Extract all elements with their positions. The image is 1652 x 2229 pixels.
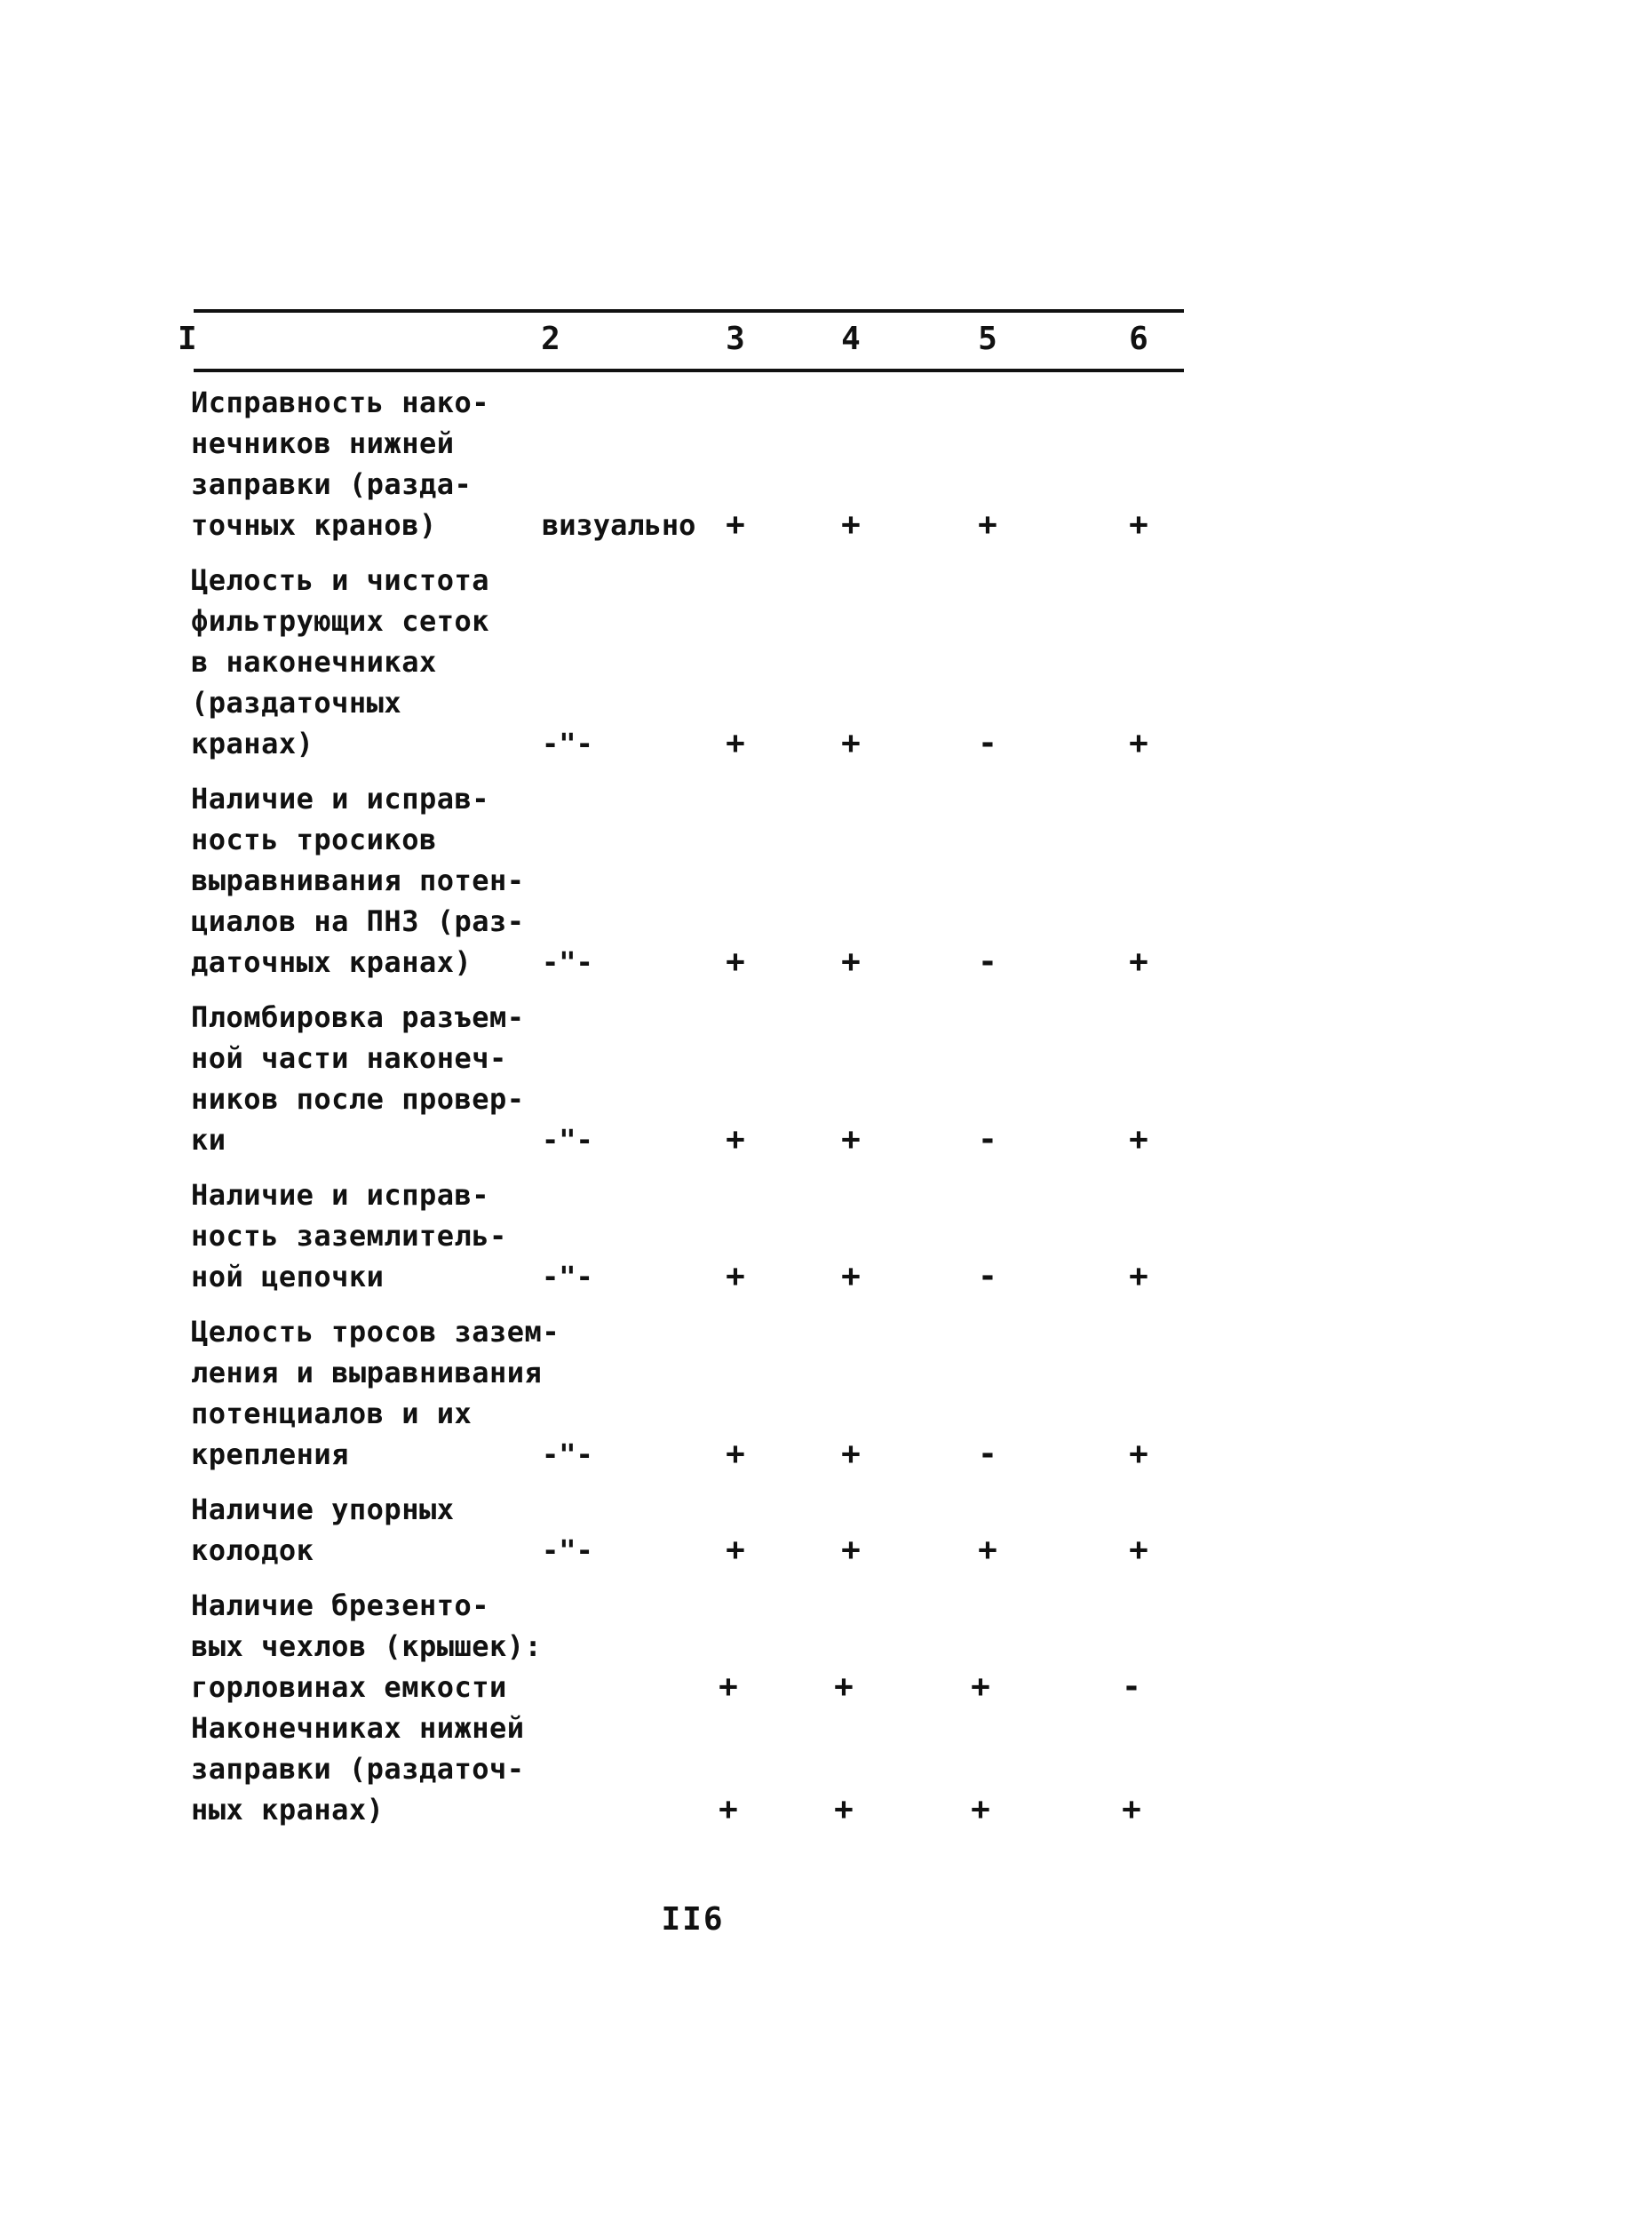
mark-col-3: +	[726, 506, 745, 543]
header-bottom-rule	[194, 369, 1184, 372]
mark-col-4: +	[841, 1532, 861, 1568]
mark-col-5: +	[971, 1668, 990, 1705]
header-col-5: 5	[978, 321, 997, 357]
page-number: II6	[661, 1901, 725, 1938]
criterion-text: Целость тросов зазем- ления и выравнивания потенциалов и их крепления	[191, 1315, 560, 1471]
mark-col-4: +	[841, 506, 861, 543]
criterion-text: Наличие и исправ- ность заземлитель- ной цепочки	[191, 1178, 507, 1294]
criterion-text: Исправность нако- нечников нижней заправки (разда- точных кранов)	[191, 386, 490, 542]
mark-col-3: +	[726, 1121, 745, 1158]
mark-col-4: +	[834, 1791, 854, 1827]
mark-col-5: -	[978, 725, 997, 761]
mark-col-5: -	[978, 1121, 997, 1158]
mark-col-6: +	[1129, 506, 1148, 543]
mark-col-3: +	[726, 943, 745, 980]
mark-col-6: +	[1129, 1436, 1148, 1472]
mark-col-5: +	[978, 506, 997, 543]
method-text: -"-	[542, 1123, 593, 1157]
criterion-text: Наличие и исправ- ность тросиков выравнивания потен- циалов на ПНЗ (раз- даточных кранах)	[191, 782, 525, 979]
mark-col-3: +	[726, 1532, 745, 1568]
mark-col-5: -	[978, 1258, 997, 1294]
criterion-text: Наконечниках нижней заправки (раздаточ- ных кранах)	[191, 1711, 525, 1827]
criterion-text: Наличие упорных колодок	[191, 1493, 455, 1567]
mark-col-4: +	[841, 943, 861, 980]
criterion-text: Целость и чистота фильтрующих сеток в наконечниках (раздаточных кранах)	[191, 563, 490, 760]
mark-col-4: +	[841, 1121, 861, 1158]
method-text: визуально	[542, 508, 696, 542]
mark-col-4: +	[841, 1258, 861, 1294]
method-text: -"-	[542, 1533, 593, 1567]
mark-col-3: +	[719, 1791, 738, 1827]
header-col-3: 3	[726, 321, 745, 357]
header-col-4: 4	[841, 321, 861, 357]
mark-col-6: +	[1122, 1791, 1141, 1827]
mark-col-6: +	[1129, 1121, 1148, 1158]
mark-col-5: +	[971, 1791, 990, 1827]
mark-col-3: +	[726, 725, 745, 761]
method-text: -"-	[542, 727, 593, 760]
criterion-text: Пломбировка разъем- ной части наконеч- ников после провер- ки	[191, 1000, 525, 1157]
header-col-1: I	[178, 321, 197, 357]
mark-col-3: +	[719, 1668, 738, 1705]
header-col-6: 6	[1129, 321, 1148, 357]
mark-col-6: +	[1129, 1532, 1148, 1568]
mark-col-4: +	[841, 1436, 861, 1472]
mark-col-6: +	[1129, 725, 1148, 761]
mark-col-6: -	[1122, 1668, 1141, 1705]
mark-col-5: +	[978, 1532, 997, 1568]
criterion-text: Наличие брезенто- вых чехлов (крышек): горловинах емкости	[191, 1588, 543, 1704]
method-text: -"-	[542, 1260, 593, 1294]
mark-col-3: +	[726, 1258, 745, 1294]
table-top-rule	[194, 309, 1184, 313]
method-text: -"-	[542, 945, 593, 979]
mark-col-5: -	[978, 943, 997, 980]
mark-col-3: +	[726, 1436, 745, 1472]
mark-col-5: -	[978, 1436, 997, 1472]
header-col-2: 2	[541, 321, 560, 357]
method-text: -"-	[542, 1437, 593, 1471]
mark-col-4: +	[841, 725, 861, 761]
mark-col-6: +	[1129, 943, 1148, 980]
mark-col-4: +	[834, 1668, 854, 1705]
mark-col-6: +	[1129, 1258, 1148, 1294]
